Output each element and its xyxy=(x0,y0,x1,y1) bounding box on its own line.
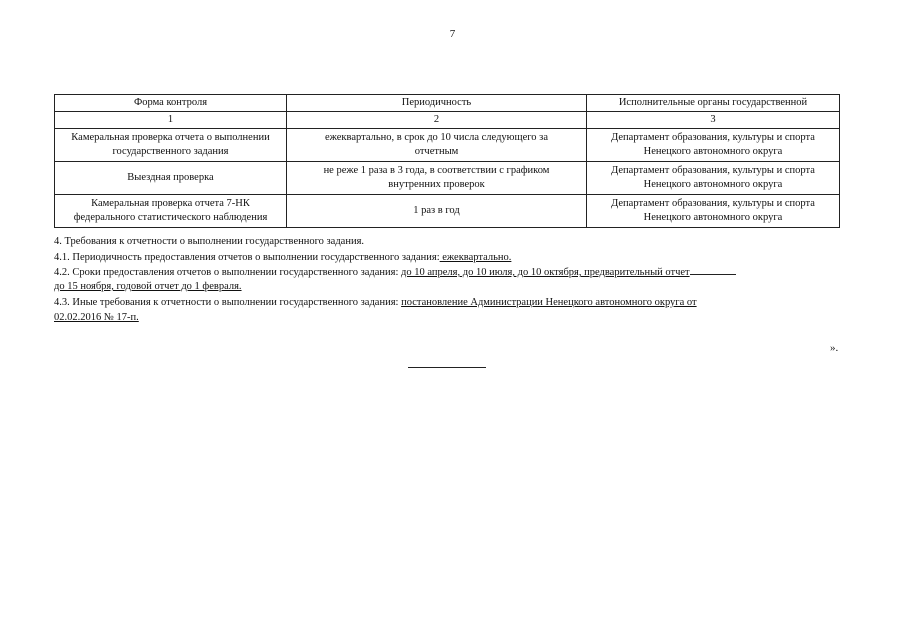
cell-organ: Департамент образования, культуры и спорта Ненецкого автономного округа xyxy=(587,129,840,162)
section-4-2-continued xyxy=(54,279,844,294)
section-4-1 xyxy=(54,250,844,265)
section-4: 4. Требования к отчетности о выполнении государственного задания. xyxy=(54,236,365,247)
section-4-3-label: 4.3. Иные требования к отчетности о выполнении государственного задания: xyxy=(54,297,402,308)
section-4-1-label: 4.1. Периодичность предоставления отчетов о выполнении государственного задания: xyxy=(54,252,440,263)
column-number: 3 xyxy=(587,112,840,129)
section-4-2-value-continued: до 15 ноября, годовой отчет до 1 февраля. xyxy=(54,281,242,292)
cell-period: не реже 1 раза в 3 года, в соответствии с графиком внутренних проверок xyxy=(287,162,587,195)
cell-form: Камеральная проверка отчета 7-НК федерального статистического наблюдения xyxy=(55,195,287,228)
table-header-row xyxy=(55,95,840,112)
table-row xyxy=(55,162,840,195)
header-form: Форма контроля xyxy=(55,95,287,112)
cell-form: Выездная проверка xyxy=(55,162,287,195)
cell-period: ежеквартально, в срок до 10 числа следующего за отчетным xyxy=(287,129,587,162)
section-4-3 xyxy=(54,295,844,310)
section-4-2-value: до 10 апреля, до 10 июля, до 10 октября, предварительный отчет xyxy=(401,267,690,278)
column-number: 1 xyxy=(55,112,287,129)
section-4-3-value: постановление Администрации Ненецкого автономного округа от xyxy=(401,297,697,308)
cell-period: 1 раз в год xyxy=(287,195,587,228)
section-4-1-value: ежеквартально. xyxy=(439,252,512,263)
page-number: 7 xyxy=(449,28,456,40)
cell-organ: Департамент образования, культуры и спорта Ненецкого автономного округа xyxy=(587,195,840,228)
closing-quote: ». xyxy=(830,342,839,354)
section-4-3-value-continued: 02.02.2016 № 17-п. xyxy=(54,312,139,323)
underline-fill xyxy=(690,264,736,275)
section-4-2 xyxy=(54,264,844,280)
header-period: Периодичность xyxy=(287,95,587,112)
end-divider xyxy=(408,367,486,368)
cell-form: Камеральная проверка отчета о выполнении государственного задания xyxy=(55,129,287,162)
column-number: 2 xyxy=(287,112,587,129)
cell-organ: Департамент образования, культуры и спорта Ненецкого автономного округа xyxy=(587,162,840,195)
section-4-2-label: 4.2. Сроки предоставления отчетов о выполнении государственного задания: xyxy=(54,267,402,278)
table-row xyxy=(55,195,840,228)
header-organ: Исполнительные органы государственной xyxy=(587,95,840,112)
column-number-row xyxy=(55,112,840,129)
section-4-3-continued xyxy=(54,310,844,325)
control-table xyxy=(54,94,840,228)
table-row xyxy=(55,129,840,162)
